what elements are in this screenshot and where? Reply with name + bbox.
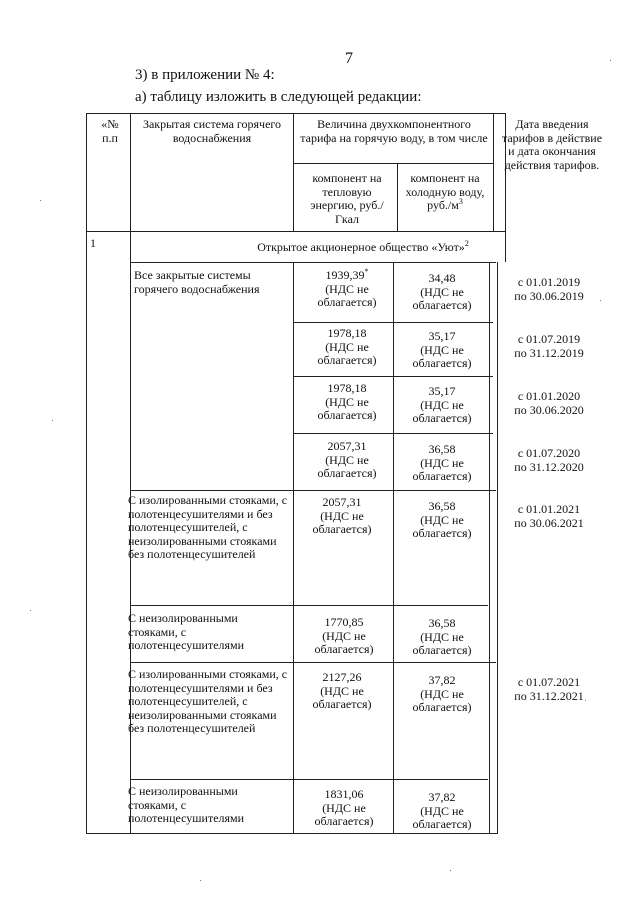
scan-speckle [52,420,53,421]
cold-value-text: 35,17 [428,384,456,398]
date-from: с 01.07.2019 [517,332,581,346]
date-range [497,333,601,360]
scan-speckle [200,880,201,881]
thermal-value-mark: * [364,267,369,276]
organization-text: Открытое акционерное общество «Уют» [257,240,465,254]
cold-value [402,443,482,484]
scan-speckle [40,200,41,201]
table-rule [130,490,496,491]
header-cold [401,172,489,213]
date-range [497,390,601,417]
date-range [497,276,601,303]
vat-note: (НДС не облагается) [412,397,472,425]
table-rule [130,662,496,663]
cold-value [402,500,482,541]
thermal-value-text: 2057,31 [327,439,367,453]
vat-note: (НДС не облагается) [314,800,374,828]
system-nonisolated-1: С неизолированными стояками, с полотенцесушителями [128,611,245,652]
thermal-value-text: 1978,18 [327,326,367,340]
vat-note: (НДС не облагается) [312,683,372,711]
vat-note: (НДС не облагается) [412,455,472,483]
date-from: с 01.07.2020 [517,446,581,460]
scan-speckle [600,300,601,301]
vat-note: (НДС не облагается) [412,686,472,714]
date-to: по 30.06.2021 [514,515,584,530]
scan-speckle [30,610,31,611]
date-from: с 01.07.2021 [517,675,581,689]
cold-value-text: 36,58 [428,442,456,456]
table-border-left [86,113,87,833]
cold-value [402,385,482,426]
thermal-value [312,382,382,423]
date-range [497,503,601,530]
thermal-value [302,788,386,829]
scan-speckle [610,60,611,61]
table-rule [293,163,493,164]
table-rule [493,113,494,231]
thermal-value-text: 1939,39 [325,268,365,282]
vat-note: (НДС не облагается) [412,803,472,831]
vat-note: (НДС не облагается) [412,512,472,540]
table-rule [293,113,294,231]
table-rule [489,262,490,833]
date-to: по 30.06.2019 [514,288,584,303]
cold-value-text: 37,82 [428,790,456,804]
table-rule [130,779,488,780]
vat-note: (НДС не облагается) [412,629,472,657]
table-rule [293,262,294,833]
cold-value [402,617,482,658]
date-to: по 31.12.2021 [514,688,584,703]
header-cold-text: компонент на холодную воду, руб./м [405,171,485,212]
date-from: с 01.01.2020 [517,389,581,403]
date-range [497,676,601,703]
intro-line-2: а) таблицу изложить в следующей редакции: [135,89,422,105]
thermal-value [312,440,382,481]
vat-note: (НДС не облагается) [317,452,377,480]
system-isolated-1: С изолированными стояками, с полотенцесушителями и без полотенцесушителей, с неизолированными стояками без полотенцесушителей [128,493,288,561]
row-number: 1 [90,236,96,250]
date-to: по 31.12.2020 [514,459,584,474]
thermal-value-text: 2057,31 [322,495,362,509]
cold-value [402,272,482,313]
vat-note: (НДС не облагается) [314,628,374,656]
table-rule [130,605,488,606]
cold-value [402,791,482,832]
date-from: с 01.01.2019 [517,275,581,289]
thermal-value [307,496,377,537]
system-nonisolated-2: С неизолированными стояками, с полотенцесушителями [128,784,245,825]
table-border-bottom [86,833,498,834]
vat-note: (НДС не облагается) [412,342,472,370]
page-number: 7 [345,50,353,67]
organization-name [230,241,496,255]
vat-note: (НДС не облагается) [312,508,372,536]
thermal-value-text: 1831,06 [324,787,364,801]
thermal-value [312,327,382,368]
thermal-value-text: 1978,18 [327,381,367,395]
cold-value-text: 36,58 [428,616,456,630]
thermal-value [307,671,377,712]
cold-value-text: 34,48 [428,271,456,285]
thermal-value [302,616,386,657]
thermal-value-text: 1770,85 [324,615,364,629]
intro-line-1: 3) в приложении № 4: [135,67,275,83]
header-number: «№ п.п [101,117,119,145]
table-rule [397,163,398,231]
vat-note: (НДС не облагается) [412,284,472,312]
header-cold-sup: 3 [458,197,463,206]
header-tariff: Величина двухкомпонентного тарифа на горячую воду, в том числе [300,117,488,145]
date-to: по 30.06.2020 [514,402,584,417]
system-isolated-2: С изолированными стояками, с полотенцесушителями и без полотенцесушителей, с неизолированными стояками без полотенцесушителей [128,667,288,735]
vat-note: (НДС не облагается) [317,339,377,367]
vat-note: (НДС не облагается) [317,281,377,309]
cold-value [402,674,482,715]
scan-speckle [585,700,586,701]
cold-value-text: 37,82 [428,673,456,687]
date-from: с 01.01.2021 [517,502,581,516]
cold-value-text: 35,17 [428,329,456,343]
table-border-top [86,113,506,114]
table-rule [130,262,496,263]
header-thermal: компонент на тепловую энергию, руб./Гкал [310,171,384,226]
cold-value-text: 36,58 [428,499,456,513]
table-rule [86,231,506,232]
thermal-value [312,269,382,310]
scan-speckle [450,870,451,871]
table-rule [393,262,394,833]
header-system: Закрытая система горячего водоснабжения [142,117,282,145]
system-all: Все закрытые системы горячего водоснабжения [134,268,260,296]
date-to: по 31.12.2019 [514,345,584,360]
date-range [497,447,601,474]
header-dates: Дата введения тарифов в действие и дата окончания действия тарифов. [501,117,603,172]
cold-value [402,330,482,371]
thermal-value-text: 2127,26 [322,670,362,684]
organization-sup: 2 [464,239,469,248]
vat-note: (НДС не облагается) [317,394,377,422]
